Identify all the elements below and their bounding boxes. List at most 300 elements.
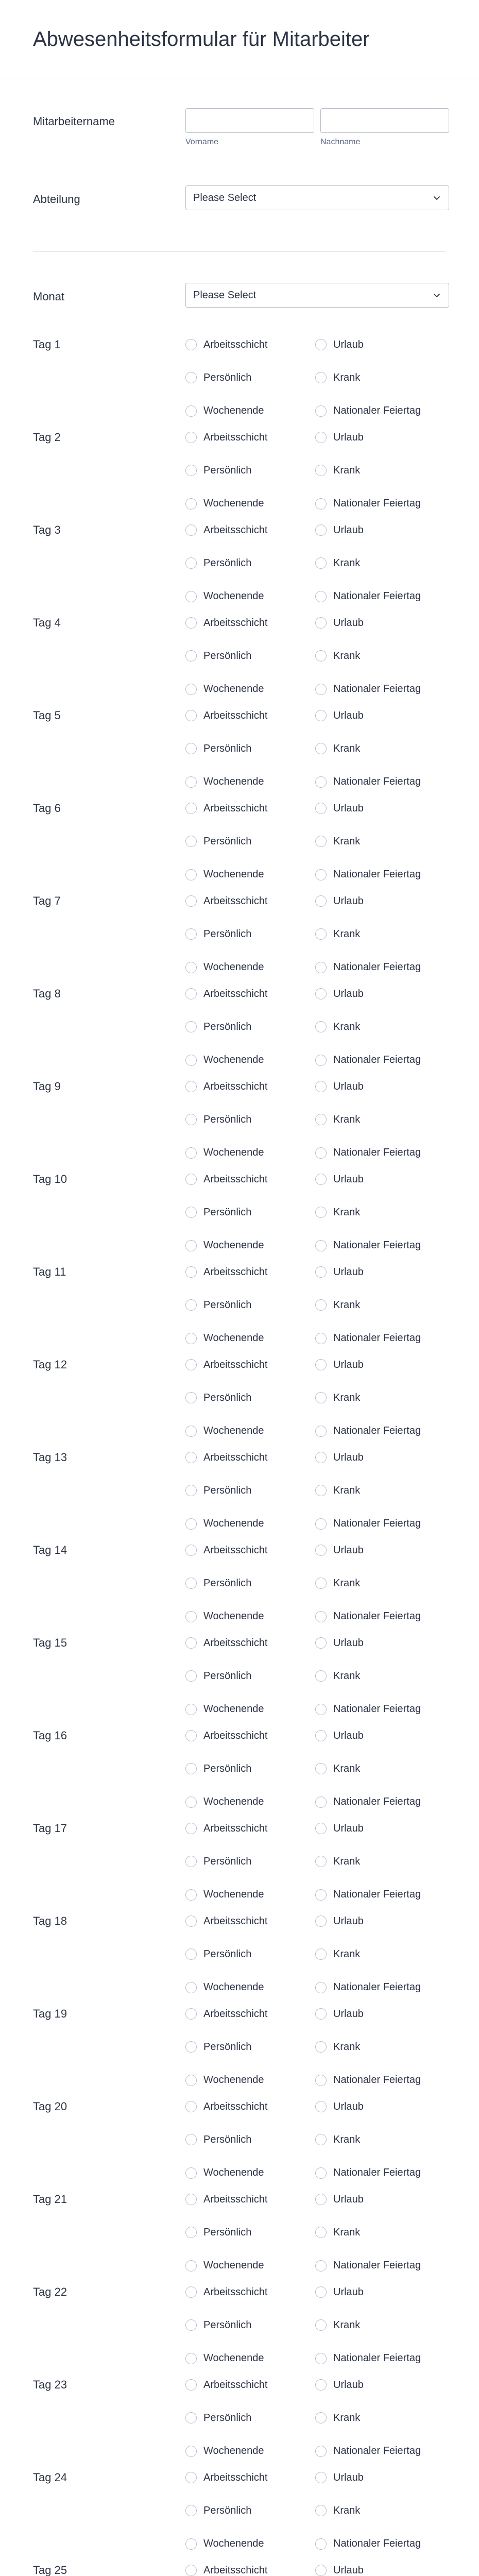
day-option[interactable] (315, 1332, 445, 1345)
day-option[interactable] (315, 928, 445, 940)
radio-button[interactable] (315, 2412, 327, 2424)
day-option[interactable] (315, 1173, 445, 1185)
day-option[interactable] (315, 2041, 445, 2053)
radio-button[interactable] (315, 1982, 327, 1993)
radio-button[interactable] (315, 1948, 327, 1960)
day-option-label: Wochenende (203, 1611, 264, 1622)
day-option[interactable] (315, 2352, 445, 2365)
day-option[interactable] (315, 1948, 445, 1960)
radio-button[interactable] (185, 1333, 197, 1344)
radio-button[interactable] (185, 1637, 197, 1649)
day-option[interactable] (315, 1147, 445, 1159)
day-option[interactable] (315, 1021, 445, 1033)
day-row (0, 431, 479, 524)
radio-button[interactable] (315, 1763, 327, 1774)
radio-button[interactable] (185, 2041, 197, 2053)
day-option[interactable] (185, 1762, 315, 1775)
radio-button[interactable] (315, 1545, 327, 1556)
day-option[interactable] (315, 1425, 445, 1437)
radio-button[interactable] (315, 1081, 327, 1092)
day-option[interactable] (185, 1670, 315, 1682)
day-option[interactable] (315, 524, 445, 536)
day-option[interactable] (315, 1703, 445, 1716)
radio-button[interactable] (185, 2412, 197, 2424)
day-option[interactable] (315, 1113, 445, 1126)
day-option[interactable] (185, 1451, 315, 1464)
day-option[interactable] (315, 1392, 445, 1404)
day-option[interactable] (315, 1730, 445, 1742)
day-option[interactable] (315, 1206, 445, 1218)
day-option[interactable] (315, 835, 445, 848)
day-option[interactable] (185, 802, 315, 815)
day-option[interactable] (185, 1855, 315, 1868)
day-option[interactable] (185, 1080, 315, 1093)
day-option[interactable] (185, 1021, 315, 1033)
radio-button[interactable] (315, 1174, 327, 1185)
day-option[interactable] (185, 1392, 315, 1404)
radio-button[interactable] (185, 524, 197, 536)
radio-button[interactable] (185, 2565, 197, 2576)
radio-button[interactable] (185, 710, 197, 721)
day-option[interactable] (315, 683, 445, 696)
day-option[interactable] (185, 1637, 315, 1649)
radio-button[interactable] (315, 1392, 327, 1403)
radio-button[interactable] (185, 591, 197, 602)
radio-button[interactable] (185, 836, 197, 847)
day-option[interactable] (185, 1796, 315, 1808)
day-option[interactable] (185, 1266, 315, 1278)
day-option[interactable] (185, 1981, 315, 1994)
day-option[interactable] (315, 2412, 445, 2424)
day-option[interactable] (185, 2260, 315, 2272)
radio-button[interactable] (315, 2472, 327, 2483)
day-option[interactable] (185, 2226, 315, 2239)
radio-button[interactable] (315, 372, 327, 383)
day-option[interactable] (185, 617, 315, 629)
day-option[interactable] (185, 988, 315, 1000)
radio-button[interactable] (315, 524, 327, 536)
day-option[interactable] (185, 895, 315, 907)
radio-button[interactable] (185, 2008, 197, 2020)
radio-button[interactable] (185, 1823, 197, 1834)
day-option[interactable] (315, 709, 445, 722)
radio-button[interactable] (315, 2227, 327, 2238)
radio-button[interactable] (185, 1763, 197, 1774)
day-option[interactable] (315, 1796, 445, 1808)
radio-button[interactable] (185, 2538, 197, 2550)
radio-button[interactable] (185, 498, 197, 510)
day-option[interactable] (315, 988, 445, 1000)
radio-button[interactable] (185, 803, 197, 814)
radio-button[interactable] (315, 557, 327, 569)
day-option[interactable] (315, 2564, 445, 2576)
radio-button[interactable] (315, 928, 327, 940)
radio-button[interactable] (315, 2286, 327, 2298)
day-option[interactable] (315, 2226, 445, 2239)
radio-button[interactable] (315, 1207, 327, 1218)
radio-button[interactable] (185, 1392, 197, 1403)
radio-button[interactable] (315, 895, 327, 907)
day-option[interactable] (315, 2008, 445, 2020)
day-option[interactable] (185, 2379, 315, 2391)
day-option[interactable] (185, 2504, 315, 2517)
day-option[interactable] (185, 498, 315, 510)
radio-button[interactable] (185, 1174, 197, 1185)
radio-button[interactable] (315, 1637, 327, 1649)
radio-button[interactable] (185, 2227, 197, 2238)
radio-button[interactable] (185, 2505, 197, 2516)
last-name-input[interactable] (320, 108, 449, 133)
day-option[interactable] (315, 498, 445, 510)
radio-button[interactable] (185, 432, 197, 443)
day-option[interactable] (315, 2260, 445, 2272)
day-option[interactable] (185, 2471, 315, 2484)
radio-button[interactable] (315, 1426, 327, 1437)
day-option[interactable] (185, 1054, 315, 1066)
day-option[interactable] (315, 2286, 445, 2298)
day-option[interactable] (315, 776, 445, 788)
radio-button[interactable] (315, 650, 327, 662)
radio-button[interactable] (315, 776, 327, 788)
radio-button[interactable] (185, 1055, 197, 1066)
radio-button[interactable] (315, 1704, 327, 1715)
day-option[interactable] (185, 835, 315, 848)
radio-button[interactable] (185, 962, 197, 973)
day-option[interactable] (185, 431, 315, 444)
radio-button[interactable] (315, 1240, 327, 1251)
day-option[interactable] (185, 2564, 315, 2576)
radio-button[interactable] (315, 2260, 327, 2272)
radio-button[interactable] (185, 1299, 197, 1311)
radio-button[interactable] (315, 2353, 327, 2364)
radio-button[interactable] (185, 1982, 197, 1993)
day-option[interactable] (315, 2100, 445, 2113)
day-option[interactable] (185, 742, 315, 755)
radio-button[interactable] (315, 2075, 327, 2086)
radio-button[interactable] (315, 869, 327, 880)
radio-button[interactable] (185, 869, 197, 880)
day-option[interactable] (315, 1762, 445, 1775)
day-option[interactable] (185, 1113, 315, 1126)
day-option[interactable] (185, 1359, 315, 1371)
day-option[interactable] (185, 2167, 315, 2179)
day-option[interactable] (315, 1889, 445, 1901)
radio-button[interactable] (185, 1240, 197, 1251)
day-option[interactable] (315, 869, 445, 881)
radio-button[interactable] (185, 1147, 197, 1159)
day-option[interactable] (185, 1703, 315, 1716)
radio-button[interactable] (185, 1021, 197, 1032)
radio-button[interactable] (185, 2353, 197, 2364)
radio-button[interactable] (315, 1611, 327, 1622)
day-option[interactable] (315, 2504, 445, 2517)
radio-button[interactable] (315, 1359, 327, 1370)
day-option[interactable] (185, 1822, 315, 1835)
radio-button[interactable] (185, 2319, 197, 2331)
radio-button[interactable] (185, 1452, 197, 1463)
radio-button[interactable] (185, 339, 197, 350)
day-option[interactable] (185, 464, 315, 477)
day-option[interactable] (315, 1451, 445, 1464)
month-select[interactable] (185, 283, 449, 308)
radio-button[interactable] (315, 1578, 327, 1589)
radio-button[interactable] (185, 1730, 197, 1741)
day-option[interactable] (185, 2074, 315, 2087)
radio-button[interactable] (315, 1889, 327, 1901)
day-option[interactable] (315, 2167, 445, 2179)
radio-button[interactable] (315, 988, 327, 999)
day-option[interactable] (185, 405, 315, 417)
radio-button[interactable] (315, 2319, 327, 2331)
day-option[interactable] (185, 2538, 315, 2550)
radio-button[interactable] (315, 1333, 327, 1344)
radio-button[interactable] (185, 1916, 197, 1927)
day-option[interactable] (185, 2286, 315, 2298)
radio-button[interactable] (315, 2538, 327, 2550)
day-option[interactable] (315, 590, 445, 603)
radio-button[interactable] (315, 2041, 327, 2053)
radio-button[interactable] (185, 2101, 197, 2112)
day-option[interactable] (315, 1266, 445, 1278)
radio-button[interactable] (185, 1207, 197, 1218)
radio-button[interactable] (315, 1266, 327, 1278)
day-option[interactable] (185, 1889, 315, 1901)
radio-button[interactable] (315, 2167, 327, 2179)
day-option[interactable] (185, 2445, 315, 2458)
radio-button[interactable] (185, 557, 197, 569)
day-option[interactable] (185, 1544, 315, 1556)
radio-button[interactable] (315, 1916, 327, 1927)
day-option[interactable] (315, 1054, 445, 1066)
radio-button[interactable] (315, 803, 327, 814)
day-option[interactable] (315, 2319, 445, 2331)
radio-button[interactable] (185, 895, 197, 907)
day-option[interactable] (315, 2445, 445, 2458)
day-option[interactable] (185, 338, 315, 351)
radio-button[interactable] (315, 465, 327, 476)
radio-button[interactable] (185, 1611, 197, 1622)
radio-button[interactable] (185, 1114, 197, 1125)
radio-button[interactable] (315, 1856, 327, 1867)
day-option[interactable] (185, 1948, 315, 1960)
day-option[interactable] (185, 590, 315, 603)
day-option-label: Arbeitsschicht (203, 1451, 268, 1463)
radio-button[interactable] (315, 1797, 327, 1808)
day-option[interactable] (315, 742, 445, 755)
radio-button[interactable] (185, 2134, 197, 2145)
day-option[interactable] (185, 371, 315, 384)
radio-button[interactable] (315, 1670, 327, 1682)
radio-button[interactable] (315, 339, 327, 350)
radio-button[interactable] (185, 1856, 197, 1867)
day-option[interactable] (185, 650, 315, 662)
day-option[interactable] (315, 617, 445, 629)
radio-button[interactable] (315, 1518, 327, 1530)
day-option[interactable] (185, 557, 315, 569)
radio-button[interactable] (315, 1823, 327, 1834)
radio-button[interactable] (185, 372, 197, 383)
radio-button[interactable] (315, 1021, 327, 1032)
day-option[interactable] (315, 405, 445, 417)
radio-button[interactable] (315, 405, 327, 417)
day-option[interactable] (185, 1484, 315, 1497)
radio-button[interactable] (185, 405, 197, 417)
radio-button[interactable] (185, 1485, 197, 1496)
radio-button[interactable] (315, 710, 327, 721)
radio-button[interactable] (185, 1266, 197, 1278)
day-option[interactable] (315, 338, 445, 351)
radio-button[interactable] (185, 1670, 197, 1682)
day-option[interactable] (315, 1359, 445, 1371)
radio-button[interactable] (315, 2565, 327, 2576)
first-name-input[interactable] (185, 108, 314, 133)
radio-button[interactable] (315, 1452, 327, 1463)
day-option[interactable] (185, 1332, 315, 1345)
radio-button[interactable] (185, 1359, 197, 1370)
day-option[interactable] (315, 2193, 445, 2206)
day-option[interactable] (185, 1915, 315, 1927)
radio-button[interactable] (185, 928, 197, 940)
radio-button[interactable] (315, 743, 327, 754)
radio-button[interactable] (185, 988, 197, 999)
day-option[interactable] (185, 869, 315, 881)
radio-button[interactable] (315, 1730, 327, 1741)
day-option[interactable] (185, 1611, 315, 1623)
day-option[interactable] (315, 1544, 445, 1556)
day-option[interactable] (315, 557, 445, 569)
day-option[interactable] (315, 1299, 445, 1311)
day-option[interactable] (315, 961, 445, 974)
day-option[interactable] (185, 776, 315, 788)
day-option[interactable] (315, 2538, 445, 2550)
radio-button[interactable] (315, 2446, 327, 2457)
day-option[interactable] (185, 928, 315, 940)
radio-button[interactable] (315, 1299, 327, 1311)
day-option[interactable] (185, 1518, 315, 1530)
day-option[interactable] (315, 802, 445, 815)
radio-button[interactable] (185, 2472, 197, 2483)
radio-button[interactable] (185, 1518, 197, 1530)
day-option[interactable] (315, 1915, 445, 1927)
day-label: Tag 8 (33, 987, 61, 1000)
day-option[interactable] (315, 1670, 445, 1682)
radio-button[interactable] (185, 1081, 197, 1092)
day-option[interactable] (315, 1577, 445, 1589)
radio-button[interactable] (185, 650, 197, 662)
radio-button[interactable] (185, 1889, 197, 1901)
day-option[interactable] (315, 895, 445, 907)
day-option[interactable] (315, 464, 445, 477)
radio-button[interactable] (185, 1948, 197, 1960)
day-option[interactable] (185, 1730, 315, 1742)
radio-button[interactable] (315, 2101, 327, 2112)
radio-button[interactable] (185, 2379, 197, 2391)
radio-button[interactable] (315, 1114, 327, 1125)
radio-button[interactable] (185, 1704, 197, 1715)
day-option[interactable] (315, 650, 445, 662)
day-option[interactable] (185, 1173, 315, 1185)
day-option[interactable] (315, 1611, 445, 1623)
radio-button[interactable] (185, 776, 197, 788)
radio-button[interactable] (185, 2167, 197, 2179)
day-option[interactable] (185, 2319, 315, 2331)
day-option[interactable] (185, 1577, 315, 1589)
radio-button[interactable] (315, 2194, 327, 2205)
radio-button[interactable] (315, 2008, 327, 2020)
day-option[interactable] (185, 2008, 315, 2020)
radio-button[interactable] (185, 1426, 197, 1437)
radio-button[interactable] (315, 684, 327, 695)
radio-button[interactable] (185, 1578, 197, 1589)
radio-button[interactable] (315, 2379, 327, 2391)
day-option[interactable] (315, 1518, 445, 1530)
radio-button[interactable] (315, 432, 327, 443)
radio-button[interactable] (315, 2505, 327, 2516)
day-option[interactable] (315, 1484, 445, 1497)
day-option[interactable] (315, 1240, 445, 1252)
radio-button[interactable] (185, 2075, 197, 2086)
radio-button[interactable] (185, 1545, 197, 1556)
radio-button[interactable] (185, 617, 197, 629)
radio-button[interactable] (185, 2194, 197, 2205)
day-option[interactable] (315, 1981, 445, 1994)
radio-button[interactable] (185, 465, 197, 476)
radio-button[interactable] (315, 1055, 327, 1066)
day-option[interactable] (185, 2041, 315, 2053)
radio-button[interactable] (315, 836, 327, 847)
radio-button[interactable] (185, 684, 197, 695)
day-option[interactable] (185, 2412, 315, 2424)
day-option[interactable] (315, 2133, 445, 2146)
day-option[interactable] (315, 2074, 445, 2087)
day-option[interactable] (185, 2133, 315, 2146)
day-option[interactable] (315, 1637, 445, 1649)
radio-button[interactable] (315, 1147, 327, 1159)
day-option[interactable] (315, 1855, 445, 1868)
department-select[interactable] (185, 185, 449, 210)
day-option[interactable] (185, 1206, 315, 1218)
radio-button[interactable] (185, 1797, 197, 1808)
radio-button[interactable] (315, 962, 327, 973)
day-option[interactable] (185, 2100, 315, 2113)
day-option[interactable] (185, 524, 315, 536)
day-option[interactable] (185, 961, 315, 974)
day-option[interactable] (315, 1080, 445, 1093)
day-option[interactable] (185, 2352, 315, 2365)
radio-button[interactable] (315, 617, 327, 629)
day-option[interactable] (185, 2193, 315, 2206)
day-option[interactable] (185, 709, 315, 722)
radio-button[interactable] (315, 1485, 327, 1496)
radio-button[interactable] (185, 743, 197, 754)
radio-button[interactable] (185, 2446, 197, 2457)
day-option[interactable] (185, 1425, 315, 1437)
day-option[interactable] (315, 1822, 445, 1835)
day-option[interactable] (315, 2471, 445, 2484)
day-option[interactable] (185, 1299, 315, 1311)
day-option[interactable] (315, 371, 445, 384)
day-option[interactable] (185, 1240, 315, 1252)
day-option[interactable] (315, 2379, 445, 2391)
day-option[interactable] (315, 431, 445, 444)
day-option[interactable] (185, 683, 315, 696)
radio-button[interactable] (315, 2134, 327, 2145)
radio-button[interactable] (315, 498, 327, 510)
day-option[interactable] (185, 1147, 315, 1159)
radio-button[interactable] (185, 2260, 197, 2272)
radio-button[interactable] (315, 591, 327, 602)
radio-button[interactable] (185, 2286, 197, 2298)
